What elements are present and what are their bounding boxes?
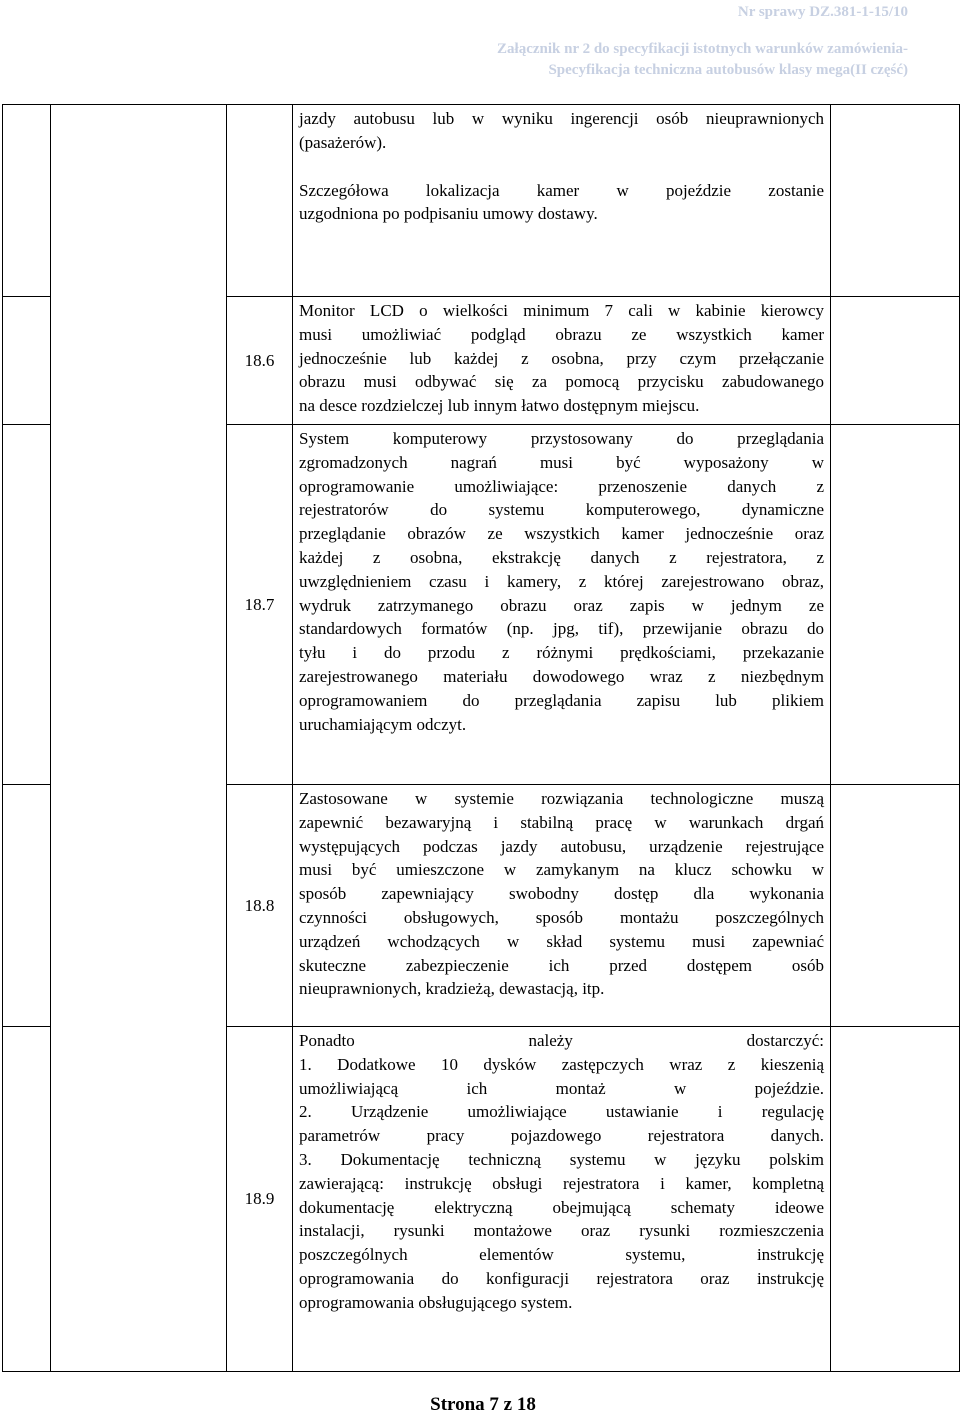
item-number: 18.6: [227, 297, 293, 425]
description-line: oprogramowaniem do przeglądania zapisu lub plikiem: [299, 690, 824, 710]
empty-cell-left: [3, 105, 51, 297]
description-line: musi być umieszczone w zamykanym na klucz schowku w: [299, 860, 824, 880]
description-line: każdej z osobna, ekstrakcję danych z rejestratora, z: [299, 547, 824, 567]
item-description: [293, 297, 831, 425]
item-number: 18.8: [227, 785, 293, 1027]
description-line: obrazu musi odbywać się za pomocą przycisku zabudowanego: [299, 372, 824, 392]
description-line: tyłu i do przodu z różnymi prędkościami, przekazanie: [299, 643, 824, 663]
description-line: System komputerowy przystosowany do przeglądania: [299, 429, 824, 448]
description-line: rejestratorów do systemu komputerowego, dynamiczne: [299, 500, 824, 520]
description-line: jazdy autobusu lub w wyniku ingerencji osób nieuprawnionych: [299, 109, 824, 128]
description-line: Zastosowane w systemie rozwiązania technologiczne muszą: [299, 789, 824, 808]
spec-row: [3, 785, 960, 1027]
description-line: umożliwiającą ich montaż w pojeździe.: [299, 1078, 824, 1098]
description-paragraph: [299, 1029, 824, 1315]
description-line: uruchamiającym odczyt.: [299, 714, 467, 734]
description-line: 1. Dodatkowe 10 dysków zastępczych wraz z kieszenią: [299, 1054, 824, 1074]
description-line: uzgodniona po podpisaniu umowy dostawy.: [299, 204, 598, 224]
description-line: 3. Dokumentację techniczną systemu w języku polskim: [299, 1149, 824, 1169]
empty-cell: [51, 297, 227, 425]
description-line: (pasażerów).: [299, 132, 387, 152]
description-paragraph: [299, 179, 824, 227]
description-line: wydruk zatrzymanego obrazu oraz zapis w jednym ze: [299, 595, 824, 615]
description-line: zarejestrowanego materiału dowodowego wraz z niezbędnym: [299, 666, 824, 686]
item-description: [293, 1027, 831, 1372]
description-line: Szczegółowa lokalizacja kamer w pojeździe zostanie: [299, 180, 824, 200]
description-line: dokumentację elektryczną obejmującą schematy ideowe: [299, 1197, 824, 1217]
description-line: instalacji, rysunki montażowe oraz rysunki rozmieszczenia: [299, 1221, 824, 1241]
spec-row: [3, 105, 960, 297]
empty-cell-left: [3, 425, 51, 785]
annex-title-line1: Załącznik nr 2 do specyfikacji istotnych warunków zamówienia-: [497, 41, 908, 57]
item-number: 18.9: [227, 1027, 293, 1372]
description-line: sposób zapewniający swobodny dostęp dla wykonania: [299, 884, 824, 904]
empty-cell: [51, 1027, 227, 1372]
spec-row: [3, 297, 960, 425]
description-line: standardowych formatów (np. jpg, tif), przewijanie obrazu do: [299, 619, 824, 639]
item-number: [227, 105, 293, 297]
item-description: [293, 425, 831, 785]
page-footer: [0, 1394, 960, 1416]
empty-cell: [51, 785, 227, 1027]
description-line: Monitor LCD o wielkości minimum 7 cali w kabinie kierowcy: [299, 301, 824, 320]
description-line: czynności obsługowych, sposób montażu poszczególnych: [299, 907, 824, 927]
description-line: 2. Urządzenie umożliwiające ustawianie i regulację: [299, 1102, 824, 1122]
case-number: Nr sprawy DZ.381-1-15/10: [737, 4, 908, 20]
description-line: na desce rozdzielczej lub innym łatwo dostępnym miejscu.: [299, 396, 700, 416]
description-line: oprogramowanie umożliwiające: przenoszenie danych z: [299, 476, 824, 496]
description-line: poszczególnych elementów systemu, instrukcję: [299, 1245, 824, 1265]
description-line: parametrów pracy pojazdowego rejestratora danych.: [299, 1126, 824, 1146]
empty-cell-left: [3, 297, 51, 425]
spec-row: [3, 425, 960, 785]
description-line: musi umożliwiać podgląd obrazu ze wszystkich kamer: [299, 324, 824, 344]
description-line: zapewnić bezawaryjną i stabilną pracę w warunkach drgań: [299, 812, 824, 832]
item-description: [293, 105, 831, 297]
description-paragraph: [299, 787, 824, 1001]
description-line: urządzeń wchodzących w skład systemu musi zapewniać: [299, 931, 824, 951]
description-paragraph: [299, 107, 824, 155]
description-paragraph: [299, 299, 824, 418]
description-line: nieuprawnionych, kradzieżą, dewastacją, itp.: [299, 979, 605, 999]
empty-cell-right: [831, 105, 960, 297]
description-line: skuteczne zabezpieczenie ich przed dostępem osób: [299, 955, 824, 975]
empty-cell-left: [3, 1027, 51, 1372]
description-line: zgromadzonych nagrań musi być wyposażony w: [299, 452, 824, 472]
empty-cell-left: [3, 785, 51, 1027]
empty-cell: [51, 105, 227, 297]
empty-cell: [51, 425, 227, 785]
specification-table: [2, 104, 960, 1372]
spec-row: [3, 1027, 960, 1372]
description-line: jednocześnie lub każdej z osobna, przy czym przełączanie: [299, 348, 824, 368]
description-line: Ponadto należy dostarczyć:: [299, 1031, 824, 1050]
description-line: uwzględnieniem czasu i kamery, z której zarejestrowano obraz,: [299, 571, 824, 591]
empty-cell-right: [831, 425, 960, 785]
item-number: 18.7: [227, 425, 293, 785]
description-paragraph: [299, 427, 824, 736]
empty-cell-right: [831, 785, 960, 1027]
description-line: oprogramowania do konfiguracji rejestratora oraz instrukcję: [299, 1268, 824, 1288]
empty-cell-right: [831, 297, 960, 425]
empty-cell-right: [831, 1027, 960, 1372]
item-description: [293, 785, 831, 1027]
annex-title-line2: Specyfikacja techniczna autobusów klasy mega(II część): [548, 62, 908, 78]
description-line: występujących podczas jazdy autobusu, urządzenie rejestrujące: [299, 836, 824, 856]
description-line: przeglądanie obrazów ze wszystkich kamer jednocześnie oraz: [299, 524, 824, 544]
description-line: oprogramowania obsługującego system.: [299, 1292, 573, 1312]
page-number: Strona 7 z 18: [430, 1394, 536, 1415]
description-line: zawierającą: instrukcję obsługi rejestratora i kamer, kompletną: [299, 1173, 824, 1193]
